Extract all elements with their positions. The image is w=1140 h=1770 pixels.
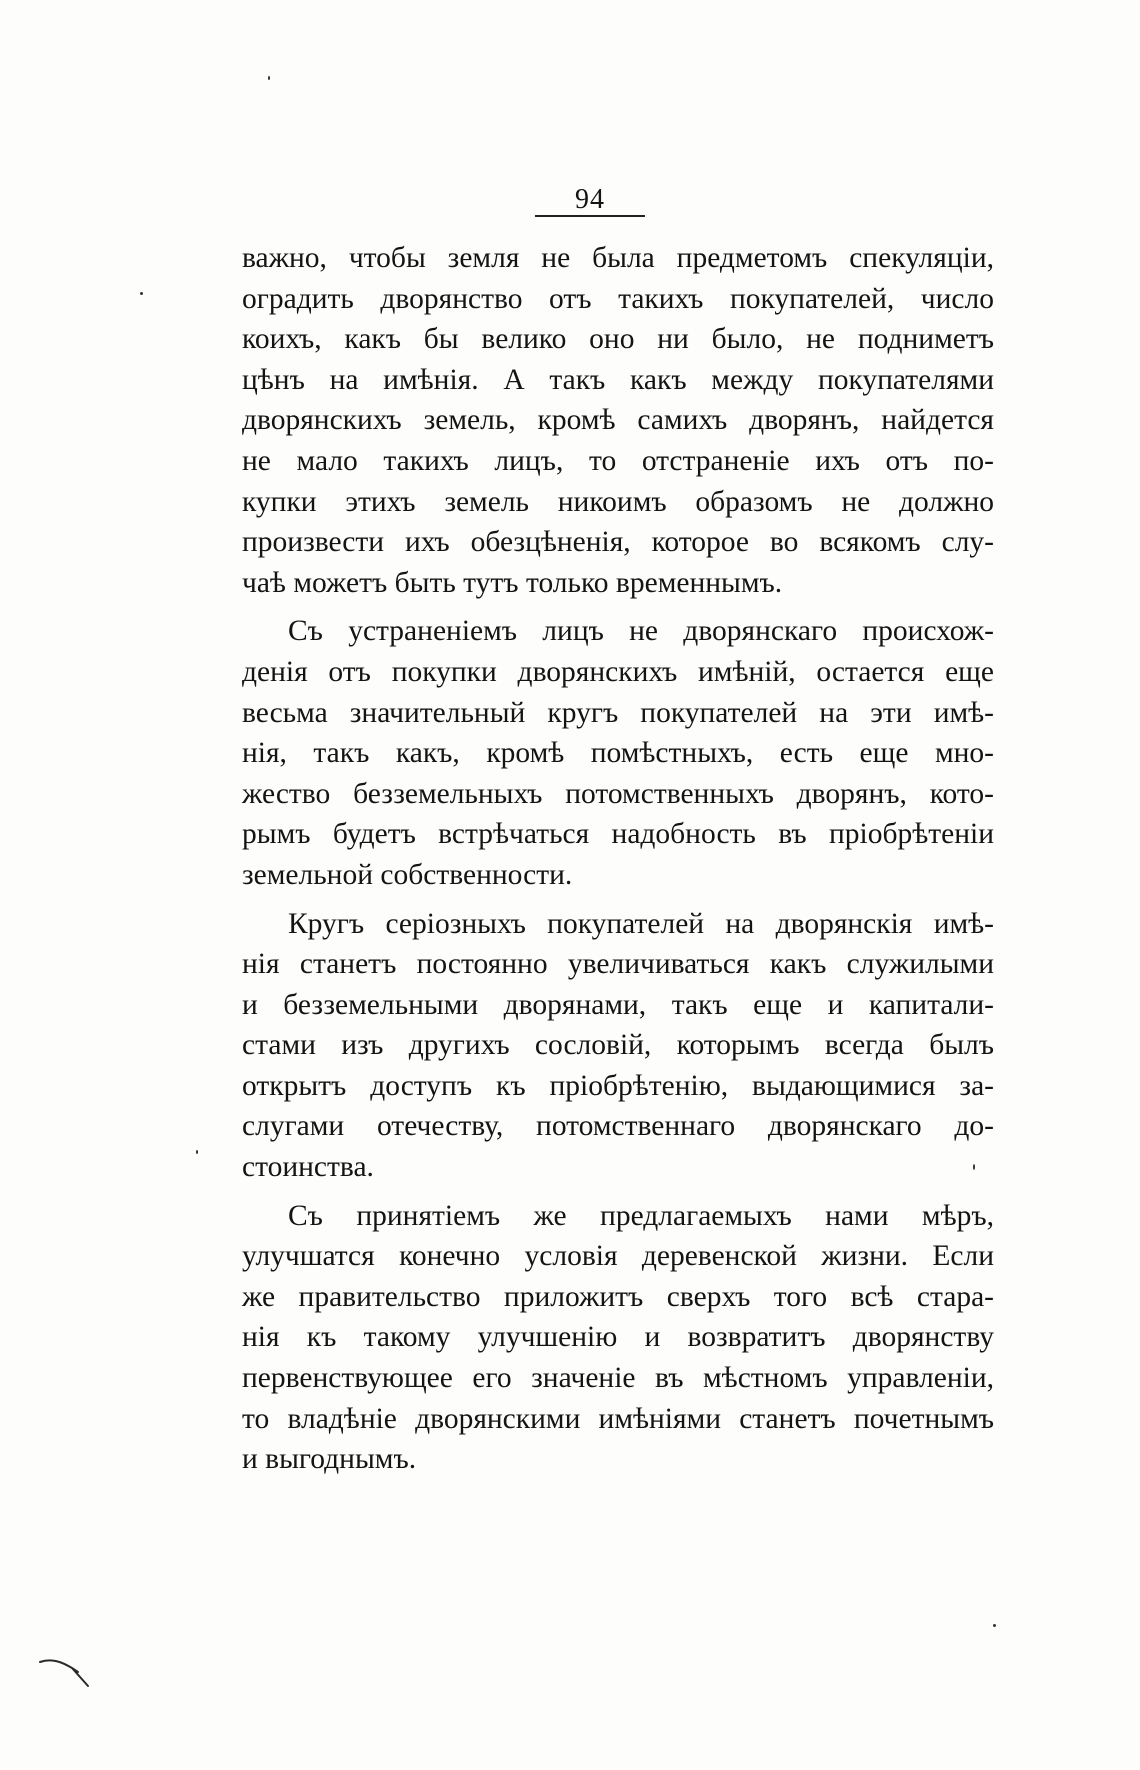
paragraph-gap xyxy=(242,896,994,904)
scan-speck xyxy=(993,1624,996,1627)
text-line: стоинства. xyxy=(242,1151,374,1184)
text-line: важно, чтобы земля не была предметомъ спекуляціи, xyxy=(242,242,994,274)
text-line: не мало такихъ лицъ, то отстраненіе ихъ отъ по- xyxy=(242,444,994,477)
page-number: 94 xyxy=(575,184,605,215)
text-line: Съ принятіемъ же предлагаемыхъ нами мѣръ, xyxy=(288,1199,994,1232)
text-line: произвести ихъ обезцѣненія, которое во всякомъ слу- xyxy=(242,526,994,559)
scan-speck xyxy=(196,1150,198,1154)
body-text xyxy=(242,238,994,1480)
text-line: то владѣніе дворянскими имѣніями станетъ почетнымъ xyxy=(242,1402,994,1435)
text-line: стами изъ другихъ сословій, которымъ всегда былъ xyxy=(242,1029,994,1062)
text-line: денія отъ покупки дворянскихъ имѣній, остается еще xyxy=(242,655,994,688)
text-line: открытъ доступъ къ пріобрѣтенію, выдающимися за- xyxy=(242,1069,994,1102)
text-line: земельной собственности. xyxy=(242,858,573,891)
text-line: первенствующее его значеніе въ мѣстномъ управленіи, xyxy=(242,1362,994,1395)
text-line: же правительство приложитъ сверхъ того всѣ стара- xyxy=(242,1280,994,1313)
header-rule xyxy=(535,215,645,217)
text-line: купки этихъ земель никоимъ образомъ не должно xyxy=(242,485,994,518)
paragraph xyxy=(242,611,994,895)
text-line: и выгоднымъ. xyxy=(242,1443,417,1476)
text-line: улучшатся конечно условія деревенской жизни. Если xyxy=(242,1240,994,1273)
text-line: дворянскихъ земель, кромѣ самихъ дворянъ, найдется xyxy=(242,404,994,437)
text-line: Съ устраненіемъ лицъ не дворянскаго происхож- xyxy=(288,615,994,648)
text-line: рымъ будетъ встрѣчаться надобность въ пріобрѣтеніи xyxy=(242,818,994,851)
text-line: нія къ такому улучшенію и возвратитъ дворянству xyxy=(242,1321,994,1354)
scan-speck xyxy=(140,292,143,295)
text-line: нія станетъ постоянно увеличиваться какъ служилыми xyxy=(242,948,994,981)
paragraph xyxy=(242,904,994,1188)
text-line: Кругъ серіозныхъ покупателей на дворянскія имѣ- xyxy=(288,907,994,940)
text-line: нія, такъ какъ, кромѣ помѣстныхъ, есть еще мно- xyxy=(242,737,994,770)
paragraph-gap xyxy=(242,603,994,611)
scan-speck xyxy=(268,76,270,80)
text-line: оградить дворянство отъ такихъ покупателей, число xyxy=(242,282,994,315)
text-line: коихъ, какъ бы велико оно ни было, не подниметъ xyxy=(242,323,994,356)
paragraph xyxy=(242,1196,994,1480)
paragraph-gap xyxy=(242,1188,994,1196)
paragraph xyxy=(242,238,994,603)
text-line: цѣнъ на имѣнія. А такъ какъ между покупателями xyxy=(242,363,994,396)
scan-mark xyxy=(38,1656,98,1692)
text-line: чаѣ можетъ быть тутъ только временнымъ. xyxy=(242,566,783,599)
text-line: и безземельными дворянами, такъ еще и капитали- xyxy=(242,988,994,1021)
page-header xyxy=(535,185,645,217)
text-line: жество безземельныхъ потомственныхъ дворянъ, кото- xyxy=(242,777,994,810)
scan-speck xyxy=(973,1164,975,1170)
text-line: весьма значительный кругъ покупателей на эти имѣ- xyxy=(242,696,994,729)
text-line: слугами отечеству, потомственнаго дворянскаго до- xyxy=(242,1110,994,1143)
